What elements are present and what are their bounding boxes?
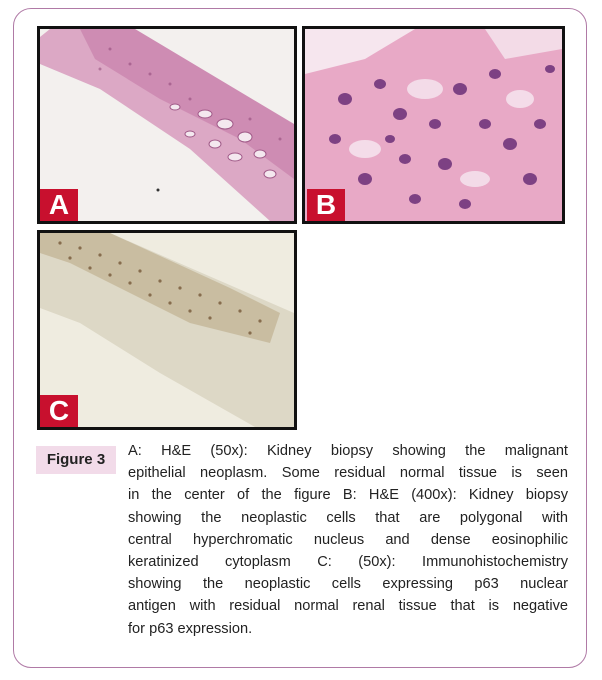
caption-line: antigen with residual normal renal tissue that is negative bbox=[128, 598, 568, 615]
panel-c-label: C bbox=[40, 395, 78, 427]
caption-line: keratinized cytoplasm C: (50x): Immunohistochemistry bbox=[128, 554, 568, 571]
caption-line: in the center of the figure B: H&E (400x): Kidney biopsy bbox=[128, 487, 568, 504]
caption-line: showing the neoplastic cells expressing p63 nuclear bbox=[128, 576, 568, 593]
caption-line: central hyperchromatic nucleus and dense eosinophilic bbox=[128, 531, 568, 548]
caption-line: epithelial neoplasm. Some residual normal tissue is seen bbox=[128, 465, 568, 482]
panel-a-image bbox=[37, 26, 297, 224]
panel-b-label: B bbox=[307, 189, 345, 221]
caption-line: A: H&E (50x): Kidney biopsy showing the malignant bbox=[128, 443, 568, 459]
caption-line: for p63 expression. bbox=[128, 620, 253, 637]
caption-line: showing the neoplastic cells that are polygonal with bbox=[128, 509, 568, 526]
panel-b-image bbox=[302, 26, 565, 224]
panel-c-image bbox=[37, 230, 297, 430]
panel-a-tissue bbox=[40, 29, 294, 221]
panel-a-label: A bbox=[40, 189, 78, 221]
panel-c-tissue bbox=[40, 233, 294, 427]
figure-caption bbox=[128, 440, 568, 640]
figure-badge: Figure 3 bbox=[36, 446, 116, 474]
